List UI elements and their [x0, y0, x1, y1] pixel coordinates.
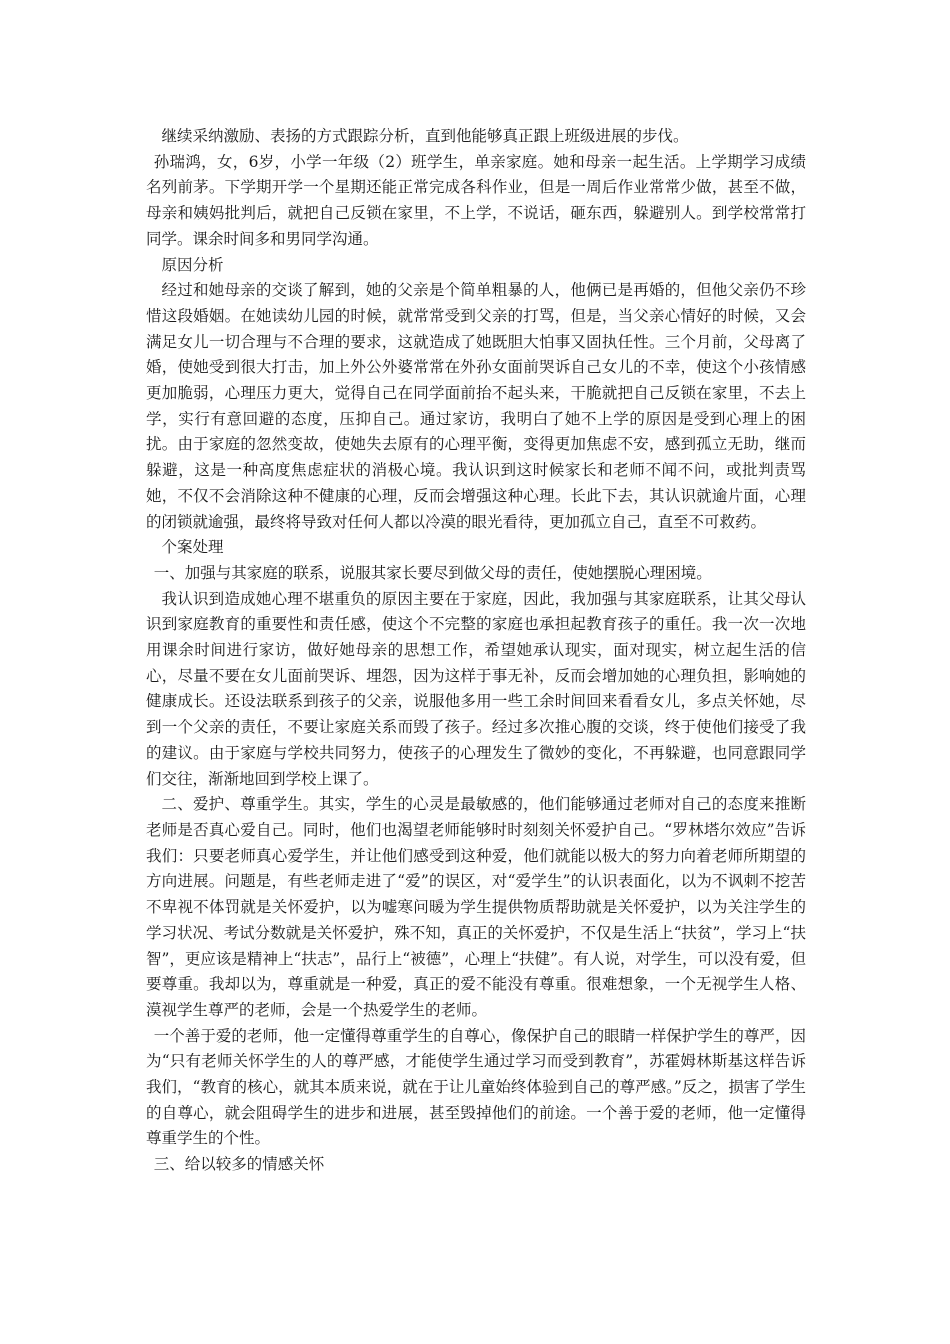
heading-case-handling: 个案处理	[161, 538, 224, 557]
paragraph-case-intro: 孙瑞鸿，女，6岁，小学一年级（2）班学生，单亲家庭。她和母亲一起生活。上学期学习成绩名列前茅。下学期开学一个星期还能正常完成各科作业，但是一周后作业常常少做，甚至不做，母亲和姨妈批判后，就把自己反锁在家里，不上学，不说话，砸东西，躲避别人。到学校常常打同学。课余时间多和男同学沟通。	[146, 152, 806, 248]
heading-cause-analysis: 原因分析	[161, 255, 224, 274]
paragraph-measure-two: 二、爱护、尊重学生。其实，学生的心灵是最敏感的，他们能够通过老师对自己的态度来推断老师是否真心爱自己。同时，他们也渴望老师能够时时刻刻关怀爱护自己。“罗林塔尔效应”告诉我们：只要老师真心爱学生，并让他们感受到这种爱，他们就能以极大的努力向着老师所期望的方向进展。问题是，有些老师走进了“爱”的误区，对“爱学生”的认识表面化，以为不讽刺不挖苦不卑视不体罚就是关怀爱护，以为嘘寒问暖为学生提供物质帮助就是关怀爱护，以为关注学生的学习状况、考试分数就是关怀爱护，殊不知，真正的关怀爱护，不仅是生活上“扶贫”，学习上“扶智”，更应该是精神上“扶志”，品行上“被德”，心理上“扶健”。有人说，对学生，可以没有爱，但要尊重。我却以为，尊重就是一种爱，真正的爱不能没有尊重。很难想象，一个无视学生人格、漠视学生尊严的老师，会是一个热爱学生的老师。	[146, 795, 806, 1019]
paragraph-cause-details: 经过和她母亲的交谈了解到，她的父亲是个简单粗暴的人，他俩已是再婚的，但他父亲仍不珍惜这段婚姻。在她读幼儿园的时候，就常常受到父亲的打骂，但是，当父亲心情好的时候，又会满足女儿一切合理与不合理的要求，这就造成了她既胆大怕事又固执任性。三个月前，父母离了婚，使她受到很大打击，加上外公外婆常常在外孙女面前哭诉自己女儿的不幸，使这个小孩情感更加脆弱，心理压力更大，觉得自己在同学面前抬不起头来，干脆就把自己反锁在家里，不去上学，实行有意回避的态度，压抑自己。通过家访，我明白了她不上学的原因是受到心理上的困扰。由于家庭的忽然变故，使她失去原有的心理平衡，变得更加焦虑不安，感到孤立无助，继而躲避，这是一种高度焦虑症状的消极心境。我认识到这时候家长和老师不闻不问，或批判责骂她，不仅不会消除这种不健康的心理，反而会增强这种心理。长此下去，其认识就逾片面，心理的闭锁就逾强，最终将导致对任何人都以冷漠的眼光看待，更加孤立自己，直至不可救药。	[146, 281, 806, 531]
paragraph-measure-one-title: 一、加强与其家庭的联系，说服其家长要尽到做父母的责任，使她摆脱心理困境。	[153, 563, 712, 582]
heading-measure-three: 三、给以较多的情感关怀	[153, 1155, 325, 1174]
paragraph-follow-up: 继续采纳激励、表扬的方式跟踪分析，直到他能够真正跟上班级进展的步伐。	[161, 127, 689, 145]
paragraph-respect-dignity: 一个善于爱的老师，他一定懂得尊重学生的自尊心，像保护自己的眼睛一样保护学生的尊严，因为“只有老师关怀学生的人的尊严感，才能使学生通过学习而受到教育”，苏霍姆林斯基这样告诉我们，“教育的核心，就其本质来说，就在于让儿童始终体验到自己的尊严感。”反之，损害了学生的自尊心，就会阻碍学生的进步和进展，甚至毁掉他们的前途。一个善于爱的老师，他一定懂得尊重学生的个性。	[146, 1026, 806, 1148]
paragraph-measure-one-body: 我认识到造成她心理不堪重负的原因主要在于家庭，因此，我加强与其家庭联系，让其父母认识到家庭教育的重要性和责任感，使这个不完整的家庭也承担起教育孩子的重任。我一次一次地用课余时间进行家访，做好她母亲的思想工作，希望她承认现实，面对现实，树立起生活的信心，尽量不要在女儿面前哭诉、埋怨，因为这样于事无补，反而会增加她的心理负担，影响她的健康成长。还设法联系到孩子的父亲，说服他多用一些工余时间回来看看女儿，多点关怀她，尽到一个父亲的责任，不要让家庭关系而毁了孩子。经过多次推心腹的交谈，终于使他们接受了我的建议。由于家庭与学校共同努力，使孩子的心理发生了微妙的变化，不再躲避，也同意跟同学们交往，渐渐地回到学校上课了。	[146, 589, 806, 788]
document-page	[146, 124, 806, 1178]
